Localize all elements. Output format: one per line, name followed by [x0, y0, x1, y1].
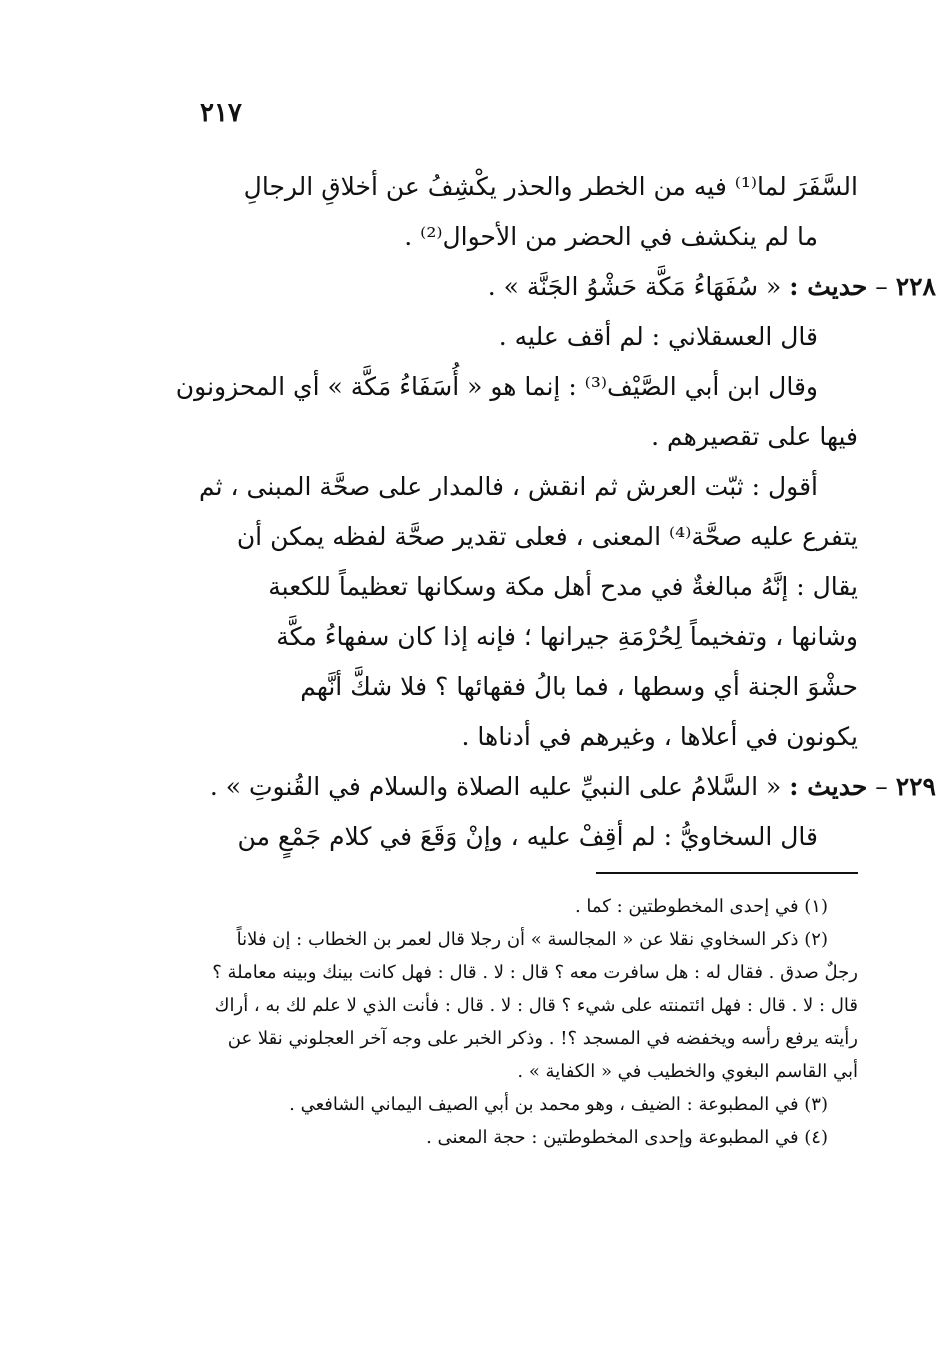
main-text: [175, 162, 936, 862]
text-line: قال العسقلاني : لم أقف عليه .: [498, 322, 818, 351]
text-line: يكونون في أعلاها ، وغيرهم في أدناها .: [461, 722, 858, 751]
text-line: السَّفَرَ لما⁽¹⁾ فيه من الخطر والحذر يكْشِفُ عن أخلاقِ الرجالِ: [243, 172, 858, 201]
page-number: ٢١٧: [200, 98, 242, 128]
hadith-text: « سُفَهَاءُ مَكَّة حَشْوُ الجَنَّة » .: [487, 272, 782, 301]
footnote-1: (١) في إحدى المخطوطتين : كما .: [574, 896, 828, 917]
hadith-228: [192, 262, 936, 312]
hadith-229: [192, 762, 936, 812]
text-line: وقال ابن أبي الصَّيْف⁽³⁾ : إنما هو « أُسَفَاءُ مَكَّة » أي المحزونون: [175, 372, 818, 401]
text-line: ما لم ينكشف في الحضر من الأحوال⁽²⁾ .: [404, 222, 818, 251]
text-line: قال السخاويُّ : لم أقِفْ عليه ، وإنْ وَقَعَ في كلام جَمْعٍ من: [237, 822, 818, 851]
hadith-dash: –: [875, 772, 888, 801]
footnote-2-cont: قال : لا . قال : فهل ائتمنته على شيء ؟ قال : لا . قال : فأنت الذي لا علم لك به ، أراك: [214, 995, 858, 1016]
footnote-2-cont: أبي القاسم البغوي والخطيب في « الكفاية » .: [517, 1061, 858, 1082]
hadith-label: حديث :: [789, 272, 868, 301]
footnotes: [182, 890, 858, 1154]
footnote-2-cont: رجلٌ صدق . فقال له : هل سافرت معه ؟ قال : لا . قال : فهل كانت بينك وبينه معاملة ؟: [212, 962, 858, 983]
text-line: يقال : إنَّهُ مبالغةٌ في مدح أهل مكة وسكانها تعظيماً للكعبة: [268, 572, 858, 601]
text-line: وشانها ، وتفخيماً لِحُرْمَةِ جيرانها ؛ فإنه إذا كان سفهاءُ مكَّة: [276, 622, 858, 651]
text-line: حشْوَ الجنة أي وسطها ، فما بالُ فقهائها ؟ فلا شكَّ أنَّهم: [300, 672, 858, 701]
hadith-number: ٢٢٩: [895, 772, 936, 801]
hadith-label: حديث :: [789, 772, 868, 801]
hadith-dash: –: [875, 272, 888, 301]
footnote-2-cont: رأيته يرفع رأسه ويخفضه في المسجد ؟! . وذكر الخبر على وجه آخر العجلوني نقلا عن: [227, 1028, 858, 1049]
footnote-separator: [596, 872, 858, 874]
text-line: فيها على تقصيرهم .: [651, 422, 858, 451]
text-line: أقول : ثبّت العرش ثم انقش ، فالمدار على صحَّة المبنى ، ثم: [198, 472, 818, 501]
footnote-3: (٣) في المطبوعة : الضيف ، وهو محمد بن أبي الصيف اليماني الشافعي .: [289, 1094, 828, 1115]
footnote-4: (٤) في المطبوعة وإحدى المخطوطتين : حجة المعنى .: [426, 1127, 828, 1148]
hadith-number: ٢٢٨: [895, 272, 936, 301]
hadith-text: « السَّلامُ على النبيِّ عليه الصلاة والسلام في القُنوتِ » .: [209, 772, 782, 801]
footnote-2: (٢) ذكر السخاوي نقلا عن « المجالسة » أن رجلا قال لعمر بن الخطاب : إن فلاناً: [236, 929, 828, 950]
text-line: يتفرع عليه صحَّة⁽⁴⁾ المعنى ، فعلى تقدير صحَّة لفظه يمكن أن: [236, 522, 858, 551]
